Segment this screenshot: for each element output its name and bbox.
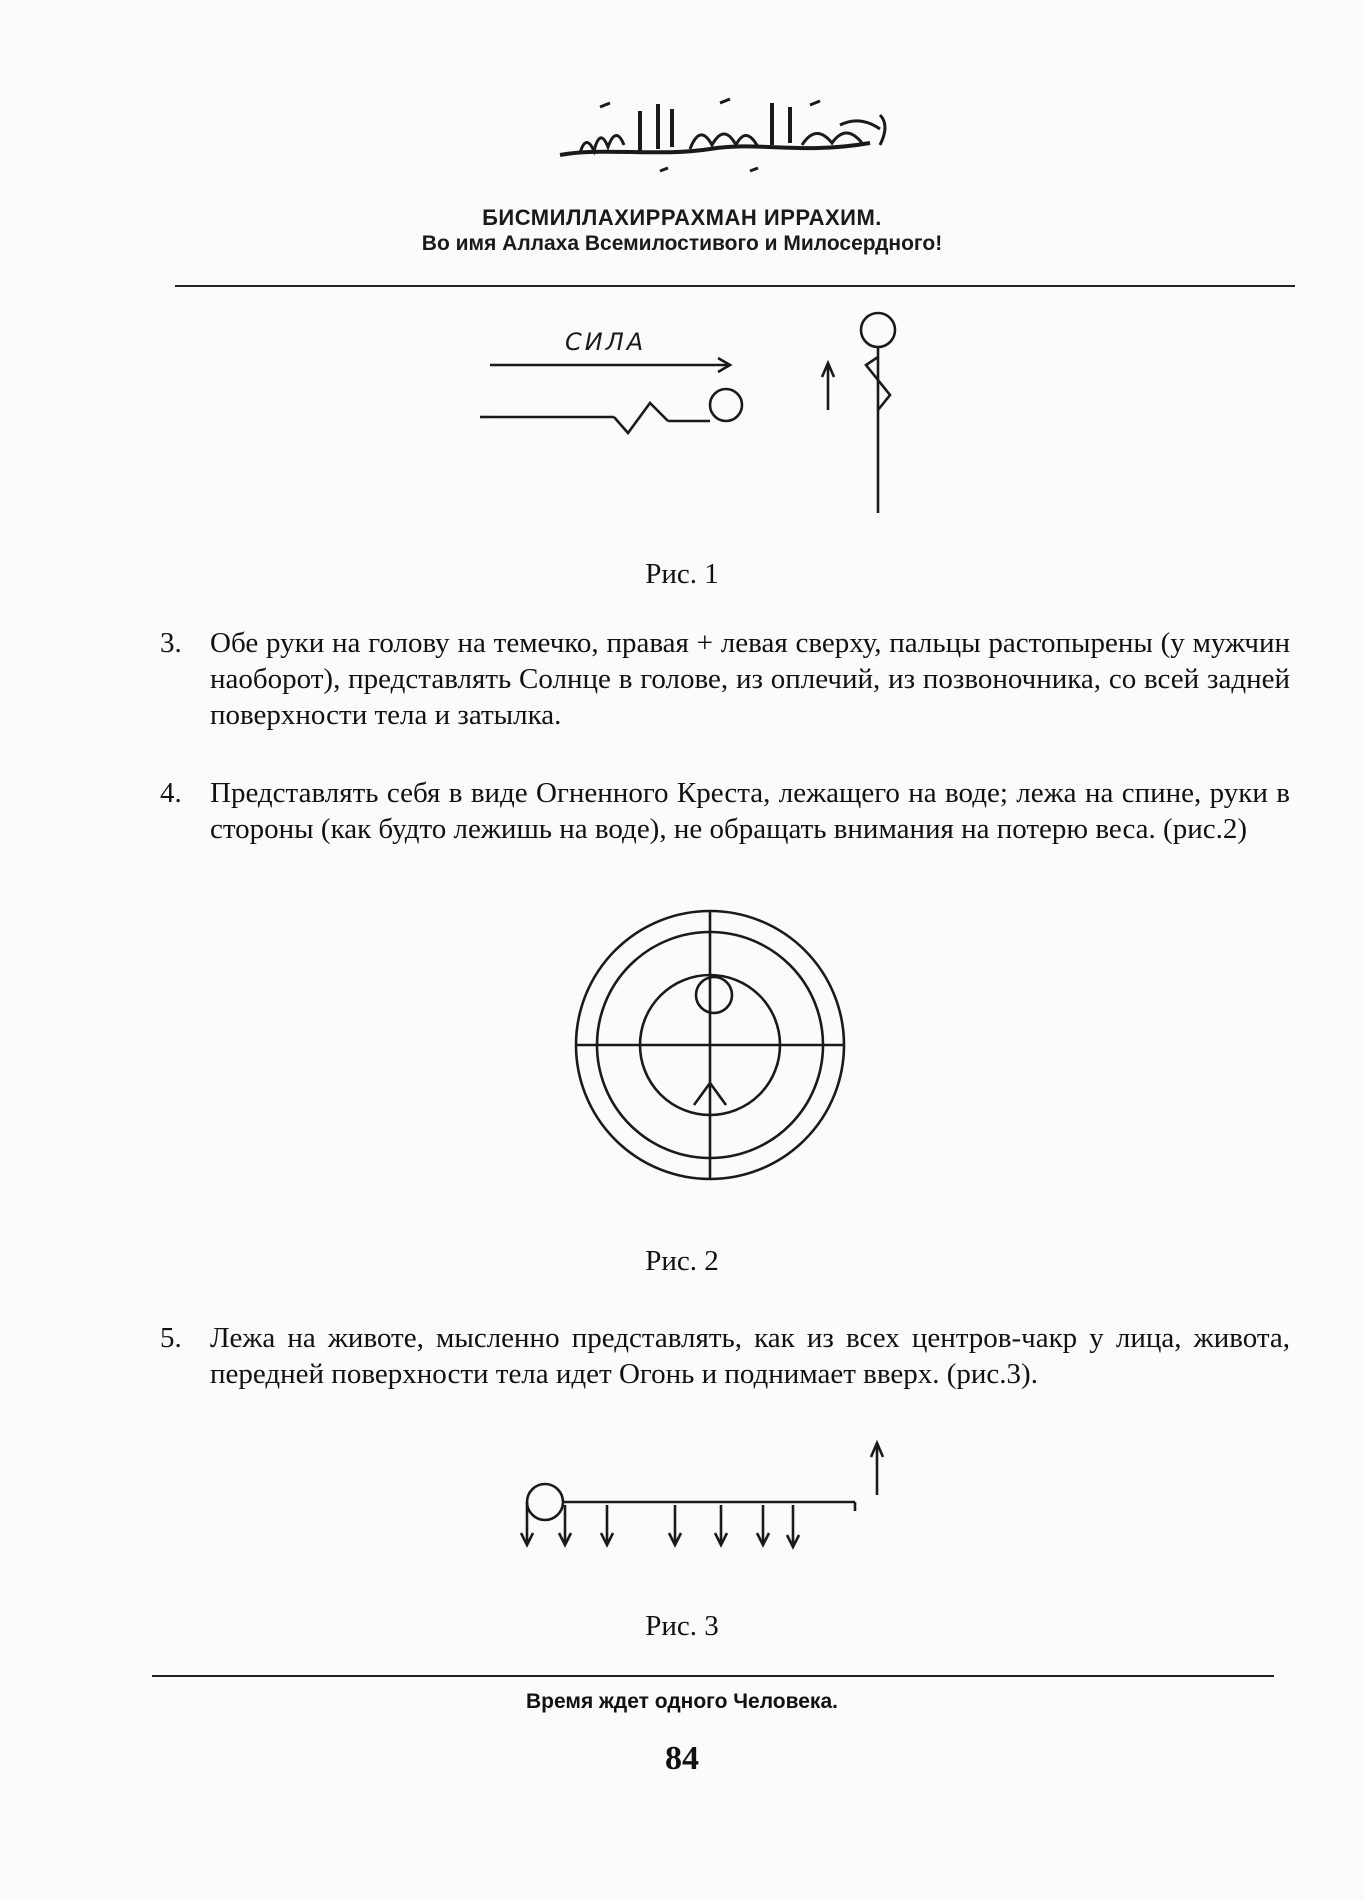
list-item-5	[160, 1320, 1290, 1392]
footer-divider	[152, 1675, 1274, 1677]
list-item-4-number: 4.	[160, 777, 182, 809]
list-item-4	[160, 775, 1290, 847]
header-transliteration: БИСМИЛЛАХИРРАХМАН ИРРАХИМ.	[482, 205, 882, 230]
bismillah-calligraphy	[540, 85, 920, 180]
figure-1-caption: Рис. 1	[645, 558, 719, 590]
header-translation: Во имя Аллаха Всемилостивого и Милосердного!	[421, 232, 943, 255]
figure-3-diagram	[515, 1435, 895, 1565]
figure-2-caption: Рис. 2	[645, 1245, 719, 1277]
figure-2-diagram	[570, 905, 850, 1185]
list-item-3-number: 3.	[160, 627, 182, 659]
list-item-3	[160, 625, 1290, 733]
list-item-5-number: 5.	[160, 1322, 182, 1354]
list-item-5-text: Лежа на животе, мысленно представлять, как из всех центров-чакр у лица, живота, передней поверхности тела идет Огонь и поднимает вверх. (рис.3).	[210, 1322, 1290, 1390]
list-item-4-text: Представлять себя в виде Огненного Креста, лежащего на воде; лежа на спине, руки в стороны (как будто лежишь на воде), не обращать внимания на потерю веса. (рис.2)	[210, 777, 1290, 845]
figure-1-force-label: СИЛА	[565, 328, 647, 356]
header-divider	[175, 285, 1295, 287]
page-number: 84	[665, 1740, 699, 1777]
figure-3-caption: Рис. 3	[645, 1610, 719, 1642]
list-item-3-text: Обе руки на голову на темечко, правая + левая сверху, пальцы растопырены (у мужчин наоборот), представлять Солнце в голове, из оплечий, из позвоночника, со всей задней поверхности тела и затылка.	[210, 627, 1290, 731]
footer-text: Время ждет одного Человека.	[526, 1690, 838, 1713]
figure-1-diagram	[480, 305, 920, 525]
